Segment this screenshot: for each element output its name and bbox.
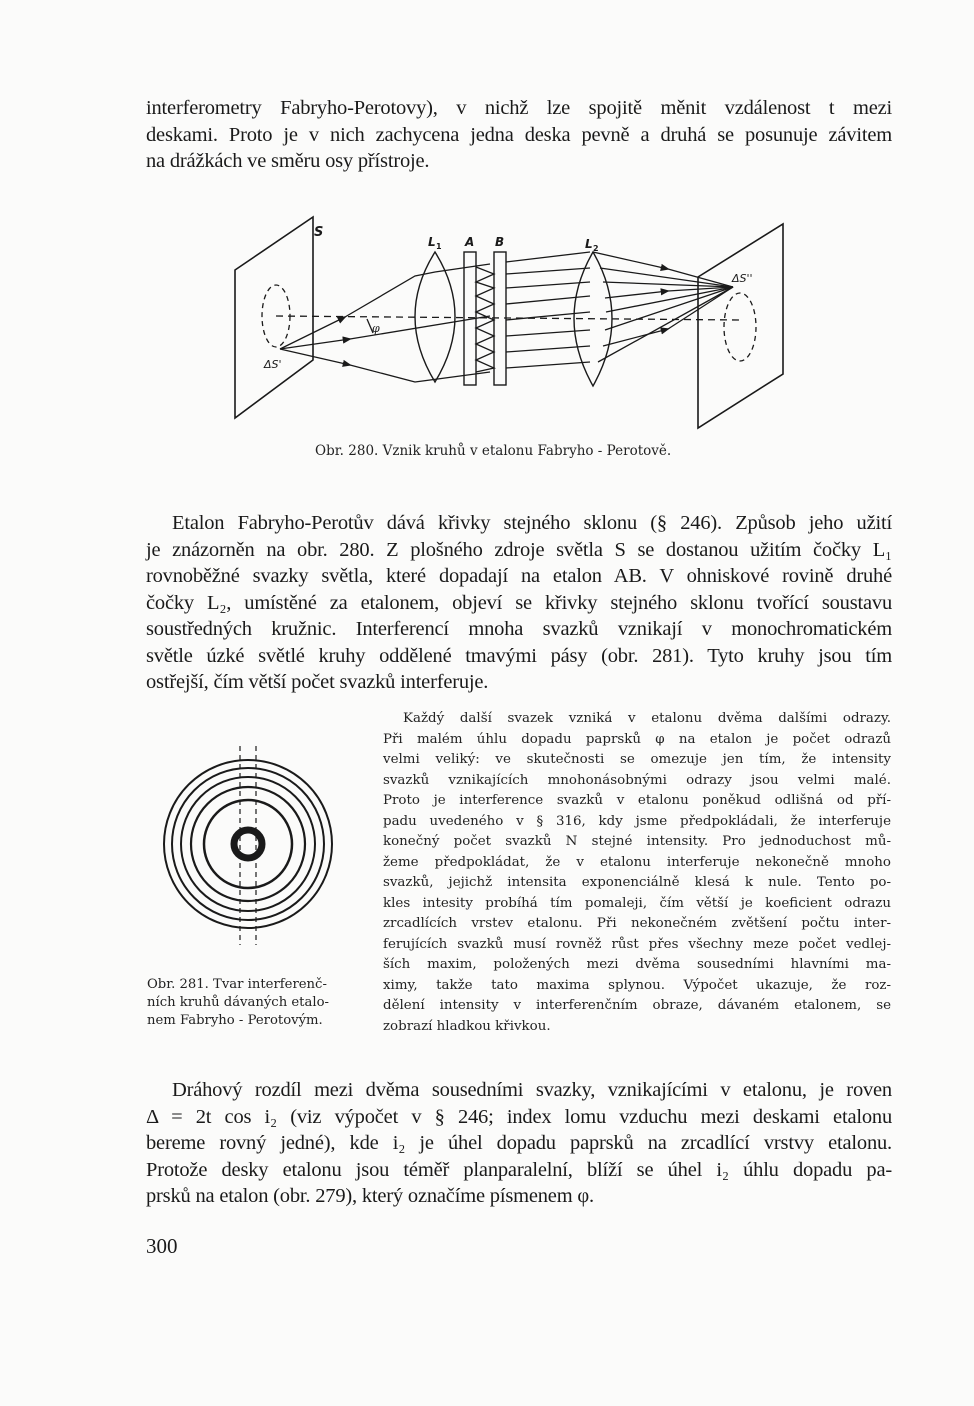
- text-line: zrcadlících vrstev etalonu. Při nekonečném zvětšení počtu inter-: [383, 916, 891, 931]
- svg-text:2: 2: [593, 244, 599, 253]
- image-plane: [698, 224, 783, 428]
- svg-text:1: 1: [436, 242, 442, 251]
- text-line: Dráhový rozdíl mezi dvěma sousedními svazky, vznikajícími v etalonu, je roven: [172, 1079, 892, 1101]
- text-line: Etalon Fabryho-Perotův dává křivky stejného sklonu (§ 246). Způsob jeho užití: [172, 512, 892, 534]
- text-line: interferometry Fabryho-Perotovy), v nichž lze spojitě měnit vzdálenost t mezi: [146, 97, 892, 119]
- label-l1: L: [428, 235, 436, 249]
- label-delta-s-prime: ΔS': [264, 358, 282, 371]
- text-line: Δ = 2t cos i₂ (viz výpočet v § 246; index lomu vzduchu mezi deskami etalonu: [146, 1105, 892, 1128]
- text-line: prsků na etalon (obr. 279), který označíme písmenem φ.: [146, 1185, 594, 1207]
- text-line: dělení intensity v interferenčním obraze, dávaném etalonem, se: [383, 998, 891, 1013]
- small-print-note: [383, 709, 891, 1037]
- label-s: S: [314, 225, 324, 240]
- text-line: ších maxim, položených mezi dvěma sousedními hlavními ma-: [383, 957, 891, 972]
- text-line: svazků vznikajících mnohonásobnými odrazy jsou velmi malé.: [383, 772, 891, 788]
- text-line: velmi veliký: ve skutečnosti se omezuje jen tím, že intensity: [383, 752, 891, 767]
- figure-280-diagram: [220, 212, 800, 442]
- figure-281-rings: [158, 740, 338, 950]
- label-delta-s-double-prime: ΔS'': [732, 272, 753, 285]
- text-line: deskami. Proto je v nich zachycena jedna deska pevně a druhá se posunuje závitem: [146, 123, 892, 146]
- text-line: Při malém úhlu dopadu paprsků φ na etalon je počet odrazů: [383, 731, 891, 747]
- text-line: ximy, takže tato maxima splynou. Výpočet ukazuje, že roz-: [383, 977, 891, 993]
- text-line: Protože desky etalonu jsou téměř planparalelní, blíží se úhel i₂ úhlu dopadu pa-: [146, 1158, 892, 1181]
- source-plane: [235, 217, 313, 418]
- text-line: svazků, jejichž intensita exponenciálně klesá k nule. Tento po-: [383, 875, 891, 890]
- paragraph-2: [146, 510, 892, 696]
- label-b: B: [495, 235, 505, 249]
- text-line: rovnoběžné svazky světla, které dopadají na etalon AB. V ohniskové rovině druhé: [146, 565, 892, 587]
- text-line: padu uvedeného v § 316, kdy jsme předpokládali, že interferuje: [383, 813, 891, 829]
- text-line: kles intesity probíhá tím pomaleji, čím větší je koeficient odrazu: [383, 895, 891, 911]
- label-phi: φ: [372, 322, 380, 335]
- label-a: A: [465, 235, 475, 249]
- image-circle: [724, 293, 756, 361]
- text-line: ferujících svazků musí rovněž růst přes všechny meze počet vedlej-: [383, 936, 891, 952]
- text-line: na drážkách ve směru osy přístroje.: [146, 150, 430, 172]
- text-line: Proto je interference svazků v etalonu poněkud odlišná od pří-: [383, 793, 891, 808]
- text-line: konečný počet svazků N stejné intensity. Pro jednoduchost mů-: [383, 834, 891, 849]
- text-line: světle úzké světlé kruhy oddělené tmavými pásy (obr. 281). Tyto kruhy jsou tím: [146, 644, 892, 667]
- figure-280-caption: Obr. 280. Vznik kruhů v etalonu Fabryho - Perotově.: [315, 443, 672, 459]
- intro-paragraph: [146, 95, 892, 175]
- text-line: ostřejší, čím větší počet svazků interferuje.: [146, 671, 489, 693]
- text-line: zobrazí hladkou křivkou.: [383, 1018, 551, 1034]
- text-line: soustředných kružnic. Interferencí mnoha svazků vznikají v monochromatickém: [146, 618, 892, 640]
- label-l2: L: [585, 237, 593, 251]
- page-number: 300: [146, 1234, 178, 1258]
- paragraph-3: [146, 1077, 892, 1210]
- figure-281-caption: Obr. 281. Tvar interferenč- ních kruhů dávaných etalo- nem Fabryho - Perotovým.: [147, 977, 329, 1028]
- text-line: bereme rovný jedné), kde i₂ je úhel dopadu paprsků na zrcadlící vrstvy etalonu.: [146, 1132, 892, 1154]
- text-line: Každý další svazek vzniká v etalonu dvěma dalšími odrazy.: [403, 711, 891, 726]
- text-line: je znázorněn na obr. 280. Z plošného zdroje světla S se dostanou užitím čočky L₁: [146, 538, 892, 561]
- text-line: žeme předpokládat, že v etalonu interferuje nekonečně mnoho: [383, 854, 891, 870]
- text-line: čočky L₂, umístěné za etalonem, objeví se křivky stejného sklonu tvořící soustavu: [146, 591, 892, 614]
